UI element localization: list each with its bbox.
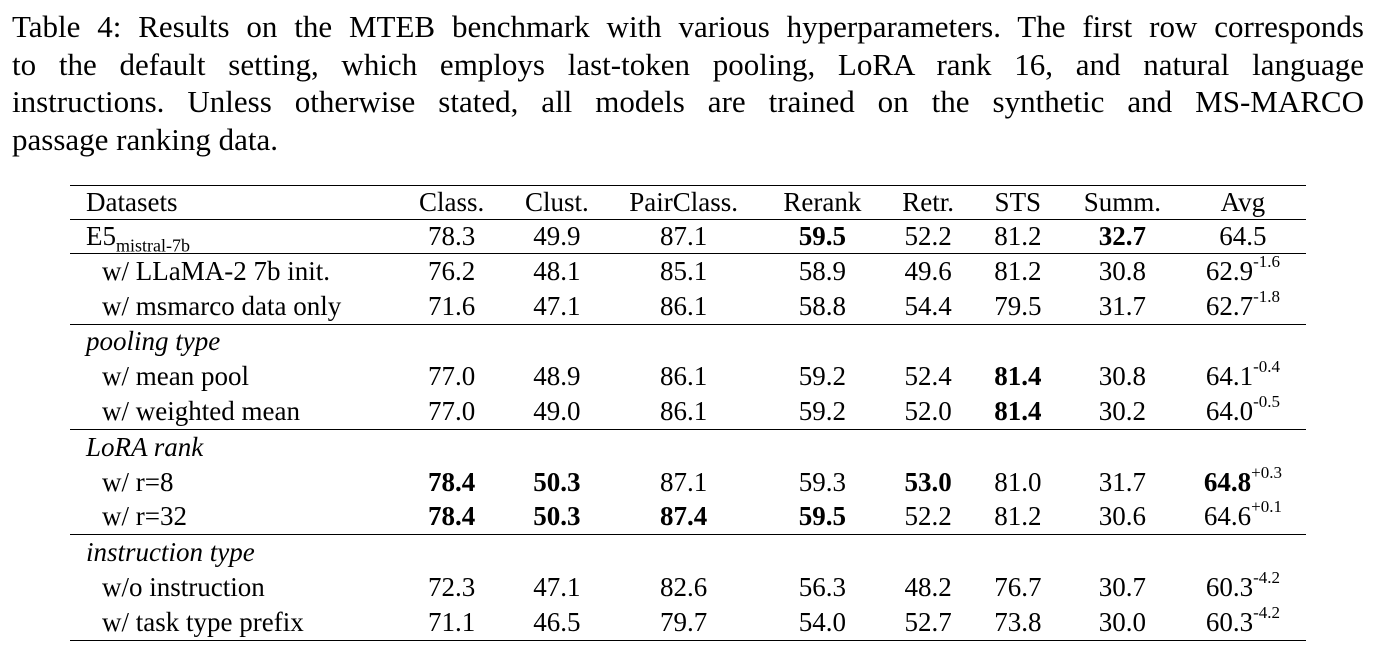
empty-cell (1065, 429, 1180, 464)
value-cell: 46.5 (506, 605, 608, 640)
table-row (70, 254, 1306, 289)
row-label: w/ weighted mean (102, 396, 300, 427)
value-cell: 50.3 (533, 501, 581, 532)
value-cell: 53.0 (904, 466, 952, 497)
value-cell (1180, 462, 1306, 500)
value-cell: 52.2 (885, 220, 970, 254)
value-cell: 87.4 (659, 501, 708, 532)
value-cell: 86.1 (659, 361, 708, 392)
value-cell: 73.8 (971, 605, 1065, 640)
value-cell: 56.3 (798, 572, 847, 603)
value-cell (1180, 602, 1306, 640)
value-cell: 30.8 (1065, 254, 1180, 289)
avg-value: 64.1 (1205, 361, 1254, 392)
avg-value: 60.3 (1205, 572, 1254, 603)
value-cell: 77.0 (428, 361, 476, 392)
value-cell: 49.9 (506, 220, 608, 254)
avg-delta: -1.6 (1253, 251, 1280, 271)
table-row (70, 289, 1306, 324)
value-cell: 31.7 (1098, 290, 1146, 321)
header-cell: Summ. (1065, 186, 1180, 220)
table-row (70, 359, 1306, 394)
empty-cell (608, 535, 760, 570)
value-cell: 48.9 (533, 361, 581, 392)
empty-cell (971, 429, 1065, 464)
value-cell: 30.8 (1098, 361, 1146, 392)
value-cell: 30.0 (1065, 605, 1180, 640)
value-cell: 59.5 (759, 220, 885, 254)
section-title: pooling type (70, 324, 397, 359)
value-cell: 78.4 (428, 466, 476, 497)
empty-cell (608, 429, 760, 464)
avg-value: 60.3 (1205, 606, 1254, 637)
empty-cell (1065, 324, 1180, 359)
results-table (70, 185, 1306, 641)
value-cell: 86.1 (659, 396, 708, 427)
empty-cell (608, 324, 760, 359)
value-cell: 76.2 (397, 254, 505, 289)
avg-value: 64.8 (1203, 466, 1252, 497)
row-label: w/o instruction (102, 572, 265, 603)
value-cell: 58.9 (759, 254, 885, 289)
value-cell: 52.7 (885, 605, 970, 640)
value-cell: 79.5 (994, 290, 1042, 321)
section-title: LoRA rank (70, 429, 397, 464)
value-cell: 49.6 (885, 254, 970, 289)
value-cell: 79.7 (608, 605, 760, 640)
results-table-container (70, 185, 1306, 641)
value-cell: 72.3 (428, 572, 476, 603)
value-cell: 64.5 (1180, 220, 1306, 254)
empty-cell (759, 324, 885, 359)
table-row (70, 465, 1306, 500)
empty-cell (397, 429, 505, 464)
table-row (70, 570, 1306, 605)
value-cell: 54.0 (759, 605, 885, 640)
avg-delta: -1.8 (1253, 286, 1280, 306)
value-cell: 85.1 (608, 254, 760, 289)
table-row-baseline (70, 220, 1306, 254)
model-name: E5 (86, 221, 116, 251)
empty-cell (1180, 429, 1306, 464)
empty-cell (397, 535, 505, 570)
value-cell: 81.2 (994, 501, 1042, 532)
value-cell: 77.0 (428, 396, 476, 427)
section-header-row (70, 324, 1306, 359)
empty-cell (885, 429, 970, 464)
header-cell: PairClass. (608, 186, 760, 220)
header-cell: Datasets (70, 186, 397, 220)
value-cell: 87.1 (659, 466, 708, 497)
caption-line: instructions. Unless otherwise stated, all models are trained on the synthetic and MS-MARCO (12, 84, 1364, 119)
value-cell: 78.4 (428, 501, 476, 532)
caption-line: to the default setting, which employs last-token pooling, LoRA rank 16, and natural language (12, 46, 1364, 82)
avg-delta: -4.2 (1253, 602, 1280, 622)
empty-cell (759, 535, 885, 570)
avg-delta: -0.4 (1253, 357, 1280, 377)
table-row (70, 394, 1306, 429)
value-cell: 82.6 (659, 572, 708, 603)
value-cell: 87.1 (608, 220, 760, 254)
avg-delta: -4.2 (1253, 568, 1280, 588)
empty-cell (1180, 324, 1306, 359)
section-header-row (70, 535, 1306, 570)
empty-cell (506, 324, 608, 359)
value-cell: 52.0 (904, 396, 952, 427)
table-row (70, 500, 1306, 535)
empty-cell (885, 535, 970, 570)
avg-value: 64.0 (1205, 396, 1254, 427)
value-cell: 30.6 (1098, 501, 1146, 532)
header-cell: Avg (1180, 186, 1306, 220)
empty-cell (971, 324, 1065, 359)
value-cell: 59.3 (798, 466, 847, 497)
value-cell (1180, 394, 1306, 429)
avg-delta: +0.1 (1251, 497, 1282, 517)
value-cell: 71.1 (397, 605, 505, 640)
value-cell: 31.7 (1098, 466, 1146, 497)
empty-cell (759, 429, 885, 464)
avg-delta: -0.5 (1253, 392, 1280, 412)
value-cell (1180, 359, 1306, 394)
empty-cell (971, 535, 1065, 570)
value-cell: 49.0 (533, 396, 581, 427)
value-cell: 81.2 (971, 254, 1065, 289)
caption-line: Table 4: Results on the MTEB benchmark with various hyperparameters. The first row corresponds (12, 9, 1364, 44)
caption-line: passage ranking data. (12, 121, 278, 157)
avg-value: 62.7 (1205, 290, 1254, 321)
value-cell (1180, 251, 1306, 289)
header-cell: Rerank (759, 186, 885, 220)
empty-cell (1065, 535, 1180, 570)
value-cell: 59.5 (798, 501, 847, 532)
row-label: w/ r=32 (102, 501, 187, 532)
empty-cell (1180, 535, 1306, 570)
header-cell: Retr. (885, 186, 970, 220)
section-header-row (70, 429, 1306, 464)
value-cell: 71.6 (428, 290, 476, 321)
value-cell: 54.4 (904, 290, 952, 321)
value-cell (1180, 497, 1306, 535)
value-cell (1180, 570, 1306, 605)
value-cell: 30.2 (1098, 396, 1146, 427)
value-cell: 59.2 (798, 396, 847, 427)
model-name-subscript: mistral-7b (116, 235, 190, 256)
value-cell: 47.1 (533, 290, 581, 321)
row-label (70, 220, 397, 254)
value-cell: 32.7 (1065, 220, 1180, 254)
section-title: instruction type (70, 535, 397, 570)
empty-cell (397, 324, 505, 359)
empty-cell (506, 429, 608, 464)
value-cell: 52.2 (904, 501, 952, 532)
table-caption (12, 8, 1364, 158)
avg-delta: +0.3 (1251, 462, 1282, 482)
header-cell: Class. (397, 186, 505, 220)
row-label: w/ r=8 (102, 466, 174, 497)
row-label: w/ task type prefix (70, 605, 397, 640)
value-cell: 48.1 (506, 254, 608, 289)
row-label: w/ LLaMA-2 7b init. (70, 254, 397, 289)
value-cell: 30.7 (1098, 572, 1146, 603)
value-cell: 52.4 (904, 361, 952, 392)
avg-value: 64.6 (1203, 501, 1252, 532)
avg-value: 62.9 (1205, 255, 1254, 286)
value-cell: 59.2 (798, 361, 847, 392)
header-cell: Clust. (506, 186, 608, 220)
row-label: w/ mean pool (102, 361, 249, 392)
value-cell: 81.4 (994, 361, 1042, 392)
table-header-row (70, 186, 1306, 220)
value-cell: 47.1 (533, 572, 581, 603)
row-label: w/ msmarco data only (102, 290, 342, 321)
value-cell: 58.8 (798, 290, 847, 321)
empty-cell (885, 324, 970, 359)
value-cell: 48.2 (904, 572, 952, 603)
value-cell: 78.3 (397, 220, 505, 254)
table-row (70, 605, 1306, 640)
value-cell: 86.1 (659, 290, 708, 321)
empty-cell (506, 535, 608, 570)
value-cell: 81.0 (994, 466, 1042, 497)
header-cell: STS (971, 186, 1065, 220)
value-cell: 76.7 (994, 572, 1042, 603)
value-cell: 81.4 (994, 396, 1042, 427)
value-cell: 50.3 (533, 466, 581, 497)
value-cell: 81.2 (971, 220, 1065, 254)
value-cell (1180, 286, 1306, 324)
